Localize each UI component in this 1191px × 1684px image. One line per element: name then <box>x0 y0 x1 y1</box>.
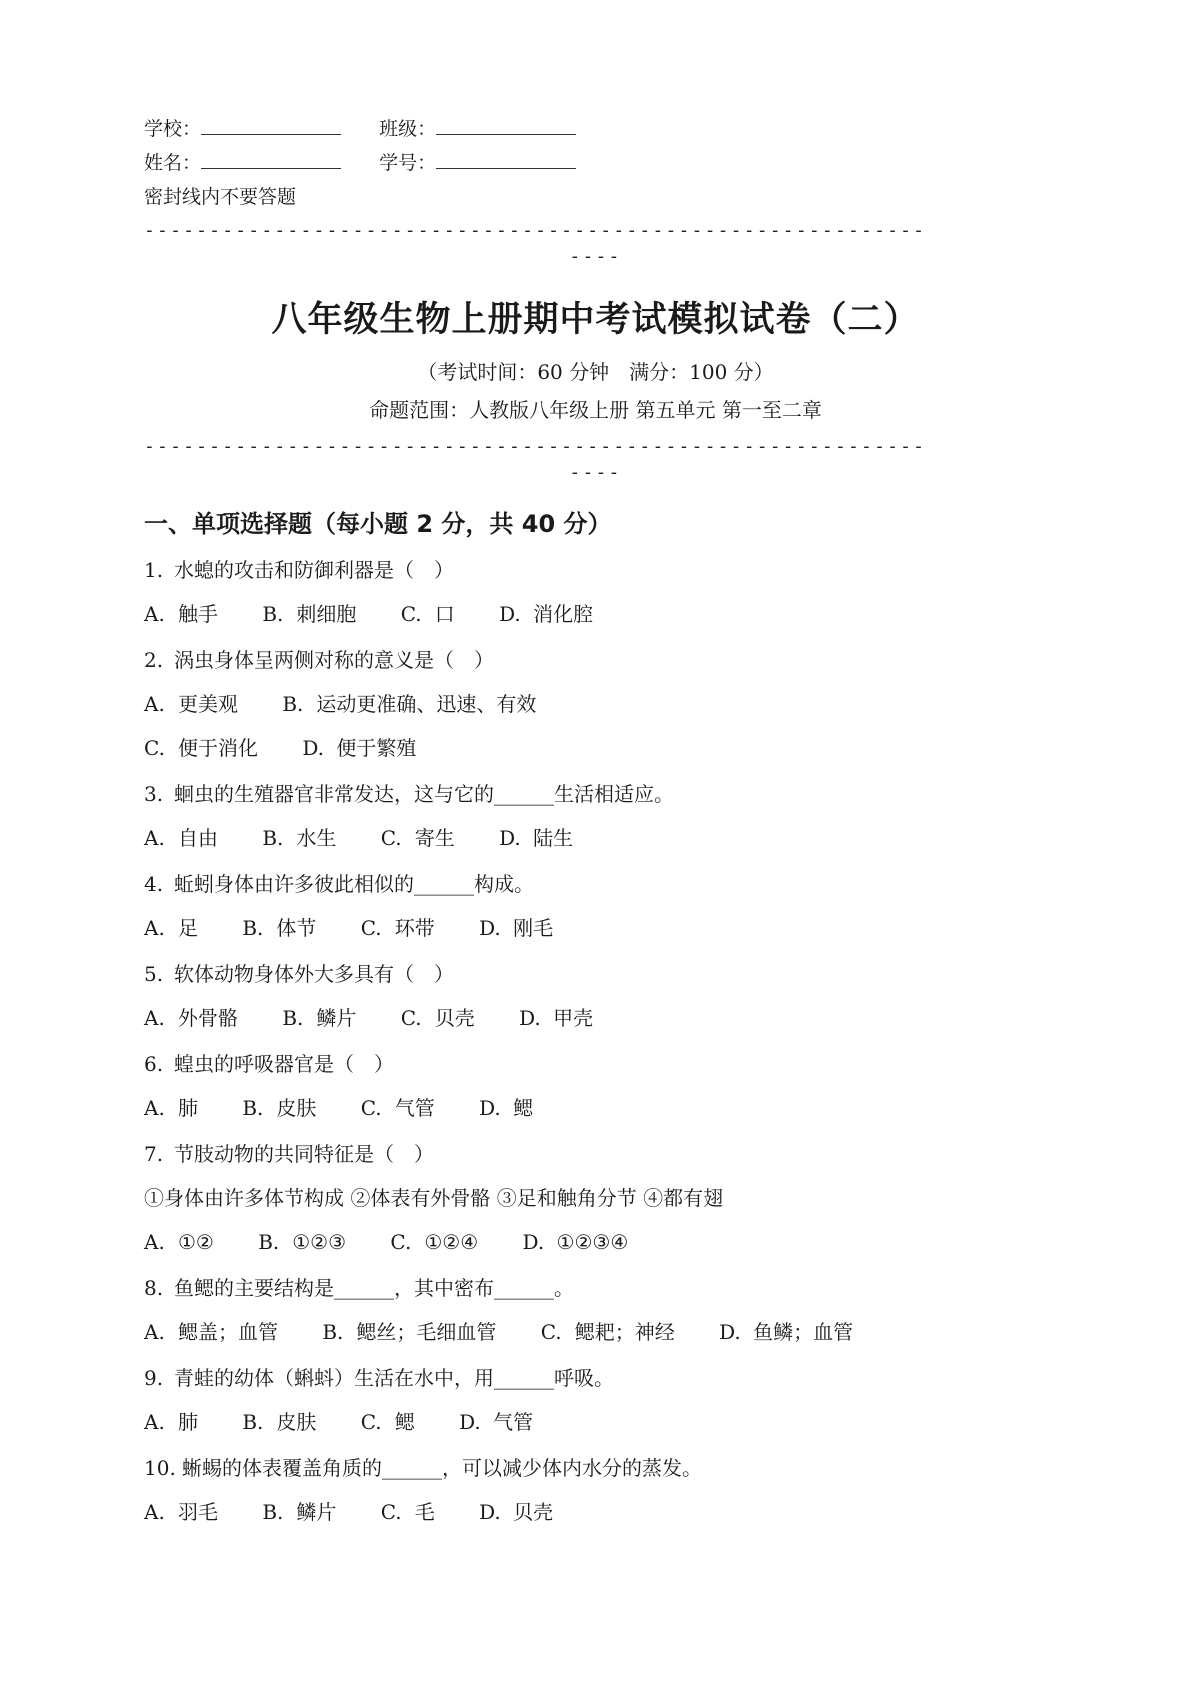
question-2 <box>144 646 494 674</box>
option-b: B. 皮肤 <box>242 1410 317 1434</box>
question-number: 2. <box>144 648 164 672</box>
question-6-options <box>144 1094 571 1122</box>
question-8-options <box>144 1318 891 1346</box>
option-a: A. 肺 <box>144 1096 198 1120</box>
option-d: D. ①②③④ <box>522 1230 629 1254</box>
question-number: 1. <box>144 558 164 582</box>
question-5-options <box>144 1004 631 1032</box>
question-4-options <box>144 914 591 942</box>
question-number: 8. <box>144 1276 164 1300</box>
question-stem: 青蛙的幼体（蝌蚪）生活在水中，用______呼吸。 <box>174 1366 614 1390</box>
question-number: 6. <box>144 1052 164 1076</box>
question-4 <box>144 870 534 898</box>
question-number: 7. <box>144 1142 164 1166</box>
question-5 <box>144 960 454 988</box>
option-a: A. ①② <box>144 1230 214 1254</box>
question-stem: 蚯蚓身体由许多彼此相似的______构成。 <box>174 872 534 896</box>
option-d: D. 甲壳 <box>519 1006 594 1030</box>
question-7 <box>144 1140 434 1168</box>
question-1-options <box>144 600 631 628</box>
option-b: B. 鳞片 <box>262 1500 337 1524</box>
school-label: 学校： <box>144 118 202 140</box>
option-c: C. 毛 <box>380 1500 435 1524</box>
seal-notice: 密封线内不要答题 <box>144 186 297 208</box>
question-9 <box>144 1364 614 1392</box>
option-c: C. 口 <box>400 602 455 626</box>
id-blank <box>436 150 576 169</box>
option-a: A. 更美观 <box>144 692 238 716</box>
class-blank <box>436 116 576 135</box>
school-class-row <box>144 116 576 142</box>
exam-title: 八年级生物上册期中考试模拟试卷（二） <box>271 300 920 340</box>
option-c: C. 鳃耙；神经 <box>540 1320 675 1344</box>
option-a: A. 羽毛 <box>144 1500 218 1524</box>
option-d: D. 气管 <box>459 1410 534 1434</box>
question-number: 3. <box>144 782 164 806</box>
title-dash-line: ------------------------------------------------------------ <box>144 436 927 457</box>
question-8 <box>144 1274 574 1302</box>
question-7-options <box>144 1228 666 1256</box>
question-6 <box>144 1050 394 1078</box>
option-a: A. 外骨骼 <box>144 1006 238 1030</box>
option-d: D. 鱼鳞；血管 <box>719 1320 854 1344</box>
seal-dash-tail: ---- <box>569 246 622 267</box>
question-stem: 水螅的攻击和防御利器是（ ） <box>174 558 454 582</box>
question-3-options <box>144 824 611 852</box>
question-number: 5. <box>144 962 164 986</box>
school-blank <box>201 116 341 135</box>
option-a: A. 足 <box>144 916 198 940</box>
option-b: B. 刺细胞 <box>262 602 357 626</box>
question-stem: 蝗虫的呼吸器官是（ ） <box>174 1052 394 1076</box>
id-label: 学号： <box>379 152 437 174</box>
option-c: C. 环带 <box>360 916 435 940</box>
question-stem: 软体动物身体外大多具有（ ） <box>174 962 454 986</box>
question-10-options <box>144 1498 591 1526</box>
option-a: A. 触手 <box>144 602 218 626</box>
option-d: D. 贝壳 <box>479 1500 554 1524</box>
question-number: 10. <box>144 1456 176 1480</box>
exam-scope: 命题范围：人教版八年级上册 第五单元 第一至二章 <box>369 398 822 422</box>
option-d: D. 陆生 <box>499 826 574 850</box>
question-1 <box>144 556 454 584</box>
option-a: A. 自由 <box>144 826 218 850</box>
option-b: B. 鳞片 <box>282 1006 357 1030</box>
option-b: B. 水生 <box>262 826 337 850</box>
question-number: 4. <box>144 872 164 896</box>
name-blank <box>201 150 341 169</box>
option-b: B. 皮肤 <box>242 1096 317 1120</box>
option-c: C. 便于消化 <box>144 736 258 760</box>
option-c: C. 气管 <box>360 1096 435 1120</box>
option-a: A. 肺 <box>144 1410 198 1434</box>
question-stem: 蜥蜴的体表覆盖角质的______，可以减少体内水分的蒸发。 <box>182 1456 702 1480</box>
title-dash-tail: ---- <box>569 462 622 483</box>
question-stem: 涡虫身体呈两侧对称的意义是（ ） <box>174 648 494 672</box>
option-b: B. 鳃丝；毛细血管 <box>322 1320 497 1344</box>
option-b: B. ①②③ <box>258 1230 347 1254</box>
name-label: 姓名： <box>144 152 202 174</box>
question-2-options <box>144 690 574 718</box>
question-stem: 鱼鳃的主要结构是______，其中密布______。 <box>174 1276 574 1300</box>
option-d: D. 刚毛 <box>479 916 554 940</box>
question-10 <box>144 1454 702 1482</box>
option-d: D. 消化腔 <box>499 602 594 626</box>
exam-time-info: （考试时间：60 分钟 满分：100 分） <box>417 360 774 384</box>
option-c: C. 寄生 <box>380 826 455 850</box>
option-d: D. 鳃 <box>479 1096 534 1120</box>
option-c: C. 鳃 <box>360 1410 415 1434</box>
question-3 <box>144 780 674 808</box>
question-2-options-2 <box>144 734 454 762</box>
section-heading: 一、单项选择题（每小题 2 分，共 40 分） <box>144 510 612 538</box>
option-a: A. 鳃盖；血管 <box>144 1320 278 1344</box>
seal-dash-line: ------------------------------------------------------------ <box>144 220 927 241</box>
option-c: C. 贝壳 <box>400 1006 475 1030</box>
option-d: D. 便于繁殖 <box>302 736 417 760</box>
question-stem: 蛔虫的生殖器官非常发达，这与它的______生活相适应。 <box>174 782 674 806</box>
question-number: 9. <box>144 1366 164 1390</box>
class-label: 班级： <box>379 118 437 140</box>
question-stem: 节肢动物的共同特征是（ ） <box>174 1142 434 1166</box>
question-9-options <box>144 1408 571 1436</box>
option-b: B. 体节 <box>242 916 317 940</box>
name-id-row <box>144 150 576 176</box>
question-7-stem-items: ①身体由许多体节构成 ②体表有外骨骼 ③足和触角分节 ④都有翅 <box>144 1186 724 1210</box>
option-b: B. 运动更准确、迅速、有效 <box>282 692 537 716</box>
option-c: C. ①②④ <box>390 1230 479 1254</box>
